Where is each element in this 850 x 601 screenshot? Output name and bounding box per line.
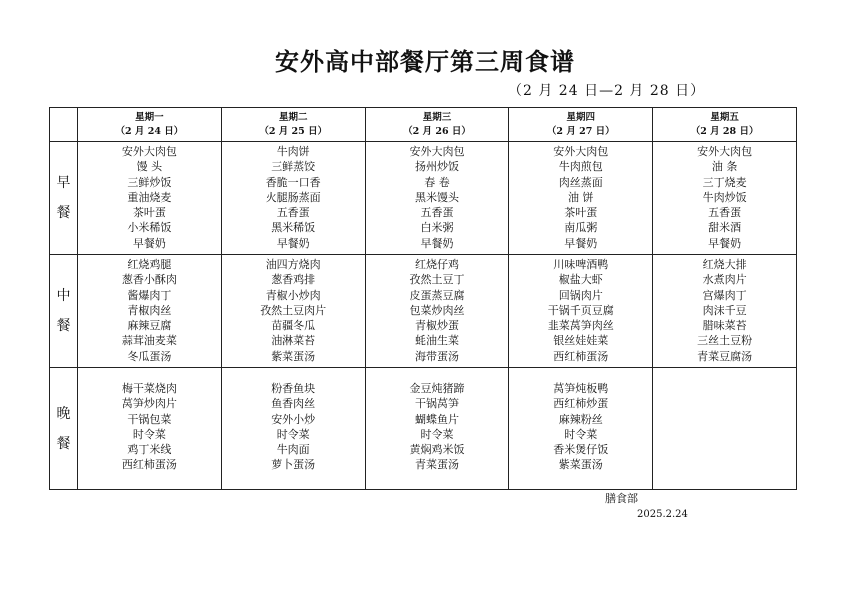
menu-item: 早餐奶: [276, 236, 310, 250]
menu-item: 紫菜蛋汤: [271, 349, 316, 363]
day-header-tuesday: [221, 108, 365, 142]
menu-item: 蒜茸油麦菜: [121, 334, 177, 348]
menu-item: 川味啤酒鸭: [553, 258, 609, 271]
menu-item: 海带蛋汤: [414, 349, 459, 363]
day-name: 星期五: [710, 111, 739, 123]
item-list: [222, 255, 365, 364]
menu-cell: [78, 368, 222, 490]
item-list: [222, 368, 365, 473]
meal-label-dinner: [50, 368, 78, 490]
menu-cell: [653, 142, 797, 255]
menu-item: 青菜豆腐汤: [697, 349, 753, 363]
item-list: [366, 368, 509, 473]
menu-item: 小米稀饭: [127, 221, 172, 235]
menu-item: 冬瓜蛋汤: [127, 349, 172, 363]
menu-item: 青椒炒蛋: [414, 319, 459, 333]
menu-item: 西红柿蛋汤: [553, 349, 609, 363]
menu-item: 油 饼: [568, 190, 594, 204]
menu-item: 粉香鱼块: [271, 382, 316, 395]
menu-item: 三鲜炒饭: [127, 175, 172, 189]
menu-item: 南瓜粥: [564, 221, 598, 235]
menu-item: 牛肉炒饭: [702, 190, 747, 204]
item-list: [78, 368, 221, 473]
date-range: （2 月 24 日—2 月 28 日）: [508, 83, 706, 99]
day-header-wednesday: [365, 108, 509, 142]
menu-cell: [509, 142, 653, 255]
meal-label-char: 中: [56, 288, 71, 304]
menu-item: 葱香鸡排: [271, 273, 316, 287]
menu-item: 三鲜蒸饺: [271, 160, 316, 174]
menu-item: 时令菜: [132, 427, 166, 441]
menu-item: 白米粥: [420, 221, 454, 235]
menu-item: 红烧鸡腿: [127, 258, 172, 271]
day-name: 星期二: [278, 111, 308, 123]
menu-item: 鱼香肉丝: [271, 397, 316, 411]
item-list: [78, 142, 221, 251]
item-list: [509, 142, 652, 251]
menu-item: 五香蛋: [420, 206, 454, 220]
day-date: （2 月 27 日）: [546, 125, 615, 137]
menu-item: 黑米馒头: [414, 190, 459, 204]
menu-item: 红烧大排: [702, 258, 747, 271]
day-date: （2 月 28 日）: [690, 125, 759, 137]
day-header-thursday: [509, 108, 653, 142]
menu-item: 银丝娃娃菜: [553, 334, 609, 348]
menu-item: 梅干菜烧肉: [121, 382, 177, 395]
item-list: [653, 368, 796, 381]
day-name: 星期一: [135, 111, 164, 123]
day-header-friday: [653, 108, 797, 142]
meal-label-char: 餐: [56, 435, 71, 452]
menu-item: 早餐奶: [132, 236, 166, 250]
menu-item: 干锅包菜: [127, 412, 172, 426]
menu-item: 黄焖鸡米饭: [409, 443, 465, 457]
menu-item: 包菜炒肉丝: [409, 303, 465, 317]
item-list: [366, 142, 509, 251]
menu-item: 重油烧麦: [127, 190, 172, 204]
menu-item: 安外大肉包: [409, 145, 465, 158]
menu-cell: [221, 142, 365, 255]
day-header-monday: [78, 108, 222, 142]
menu-item: 扬州炒饭: [414, 160, 459, 174]
menu-item: 油四方烧肉: [265, 258, 321, 271]
header-row: [50, 108, 797, 142]
menu-item: 皮蛋蒸豆腐: [409, 288, 465, 302]
day-date: （2 月 24 日）: [115, 125, 184, 137]
menu-item: 油 条: [711, 160, 738, 174]
menu-item: 西红柿蛋汤: [121, 458, 177, 472]
menu-item: 孜然土豆肉片: [260, 303, 327, 317]
menu-cell: [221, 368, 365, 490]
menu-item: 西红柿炒蛋: [553, 397, 609, 411]
menu-cell: [221, 255, 365, 368]
menu-item: 茶叶蛋: [564, 206, 598, 220]
menu-item: 三丝土豆粉: [697, 334, 753, 348]
day-date: （2 月 25 日）: [259, 125, 328, 137]
menu-cell: [653, 255, 797, 368]
meal-label-char: 餐: [56, 205, 71, 221]
menu-item: 三丁烧麦: [702, 175, 747, 189]
menu-item: 水煮肉片: [702, 273, 747, 287]
menu-item: 五香蛋: [276, 206, 310, 220]
menu-item: 安外大肉包: [697, 145, 753, 158]
menu-item: 青椒小炒肉: [265, 288, 321, 302]
menu-item: 酱爆肉丁: [127, 288, 172, 302]
item-list: [222, 142, 365, 251]
menu-cell: [653, 368, 797, 490]
menu-item: 甜米酒: [708, 221, 742, 235]
menu-item: 牛肉面: [276, 443, 310, 457]
menu-item: 安外小炒: [271, 412, 316, 426]
menu-item: 火腿肠蒸面: [265, 190, 321, 204]
menu-item: 莴笋炒肉片: [121, 397, 177, 411]
menu-item: 安外大肉包: [121, 145, 177, 158]
menu-item: 苗疆冬瓜: [271, 319, 316, 333]
menu-item: 馒 头: [136, 160, 163, 174]
menu-item: 青菜蛋汤: [414, 458, 459, 472]
menu-item: 腊味菜苔: [702, 319, 747, 333]
menu-item: 干锅莴笋: [414, 397, 459, 411]
menu-item: 麻辣豆腐: [127, 319, 172, 333]
menu-item: 干锅千页豆腐: [547, 303, 614, 317]
item-list: [653, 255, 796, 364]
meal-label-char: 餐: [56, 318, 71, 334]
menu-item: 早餐奶: [420, 236, 454, 250]
menu-item: 回锅肉片: [558, 288, 603, 302]
menu-item: 蝴蝶鱼片: [414, 412, 459, 426]
breakfast-row: [50, 142, 797, 255]
menu-item: 早餐奶: [564, 236, 598, 250]
menu-item: 莴笋炖板鸭: [553, 382, 609, 395]
menu-item: 牛肉饼: [276, 145, 310, 158]
meal-label-char: 早: [56, 175, 71, 191]
menu-cell: [78, 255, 222, 368]
corner-cell: [50, 108, 78, 142]
lunch-row: [50, 255, 797, 368]
menu-item: 油淋菜苔: [271, 334, 316, 348]
item-list: [366, 255, 509, 364]
menu-item: 鸡丁米线: [127, 443, 172, 457]
menu-cell: [78, 142, 222, 255]
day-date: （2 月 26 日）: [403, 125, 471, 137]
menu-item: 黑米稀饭: [271, 221, 316, 235]
item-list: [653, 142, 796, 251]
menu-item: 香脆一口香: [265, 175, 321, 189]
menu-item: 安外大肉包: [553, 145, 609, 158]
menu-item: 茶叶蛋: [132, 206, 166, 220]
menu-item: 麻辣粉丝: [558, 412, 603, 426]
menu-item: 香米煲仔饭: [553, 443, 609, 457]
day-name: 星期四: [566, 111, 596, 123]
day-name: 星期三: [422, 111, 452, 123]
menu-item: 早餐奶: [708, 236, 742, 250]
menu-cell: [365, 368, 509, 490]
menu-item: 时令菜: [564, 427, 598, 441]
menu-item: 五香蛋: [708, 206, 742, 220]
footer-date: 2025.2.24: [637, 509, 688, 520]
meal-label-breakfast: [50, 142, 78, 255]
menu-item: 肉沫千豆: [702, 303, 747, 317]
menu-item: 紫菜蛋汤: [558, 458, 603, 472]
item-list: [509, 368, 652, 473]
menu-table: [49, 107, 797, 490]
menu-cell: [509, 255, 653, 368]
menu-item: 萝卜蛋汤: [271, 458, 316, 472]
meal-label-char: 晚: [56, 405, 71, 422]
menu-item: 红烧仔鸡: [414, 258, 459, 271]
menu-cell: [365, 255, 509, 368]
menu-item: 蚝油生菜: [414, 334, 459, 348]
menu-item: 时令菜: [420, 427, 454, 441]
footer-department: 膳食部: [605, 492, 638, 505]
dinner-row: [50, 368, 797, 490]
menu-item: 孜然土豆丁: [409, 273, 465, 287]
menu-item: 韭菜莴笋肉丝: [547, 319, 614, 333]
meal-label-lunch: [50, 255, 78, 368]
menu-item: 青椒肉丝: [127, 303, 172, 317]
menu-item: 春 卷: [424, 175, 450, 189]
menu-item: 牛肉煎包: [558, 160, 603, 174]
menu-item: 宫爆肉丁: [702, 288, 747, 302]
menu-item: 葱香小酥肉: [121, 273, 177, 287]
menu-item: 肉丝蒸面: [558, 175, 603, 189]
menu-cell: [509, 368, 653, 490]
page-title: 安外高中部餐厅第三周食谱: [275, 48, 575, 76]
menu-body: [50, 142, 797, 490]
item-list: [509, 255, 652, 364]
menu-item: 金豆炖猪蹄: [409, 382, 465, 395]
item-list: [78, 255, 221, 364]
menu-item: 时令菜: [276, 427, 310, 441]
menu-cell: [365, 142, 509, 255]
menu-item: 椒盐大虾: [558, 273, 603, 287]
